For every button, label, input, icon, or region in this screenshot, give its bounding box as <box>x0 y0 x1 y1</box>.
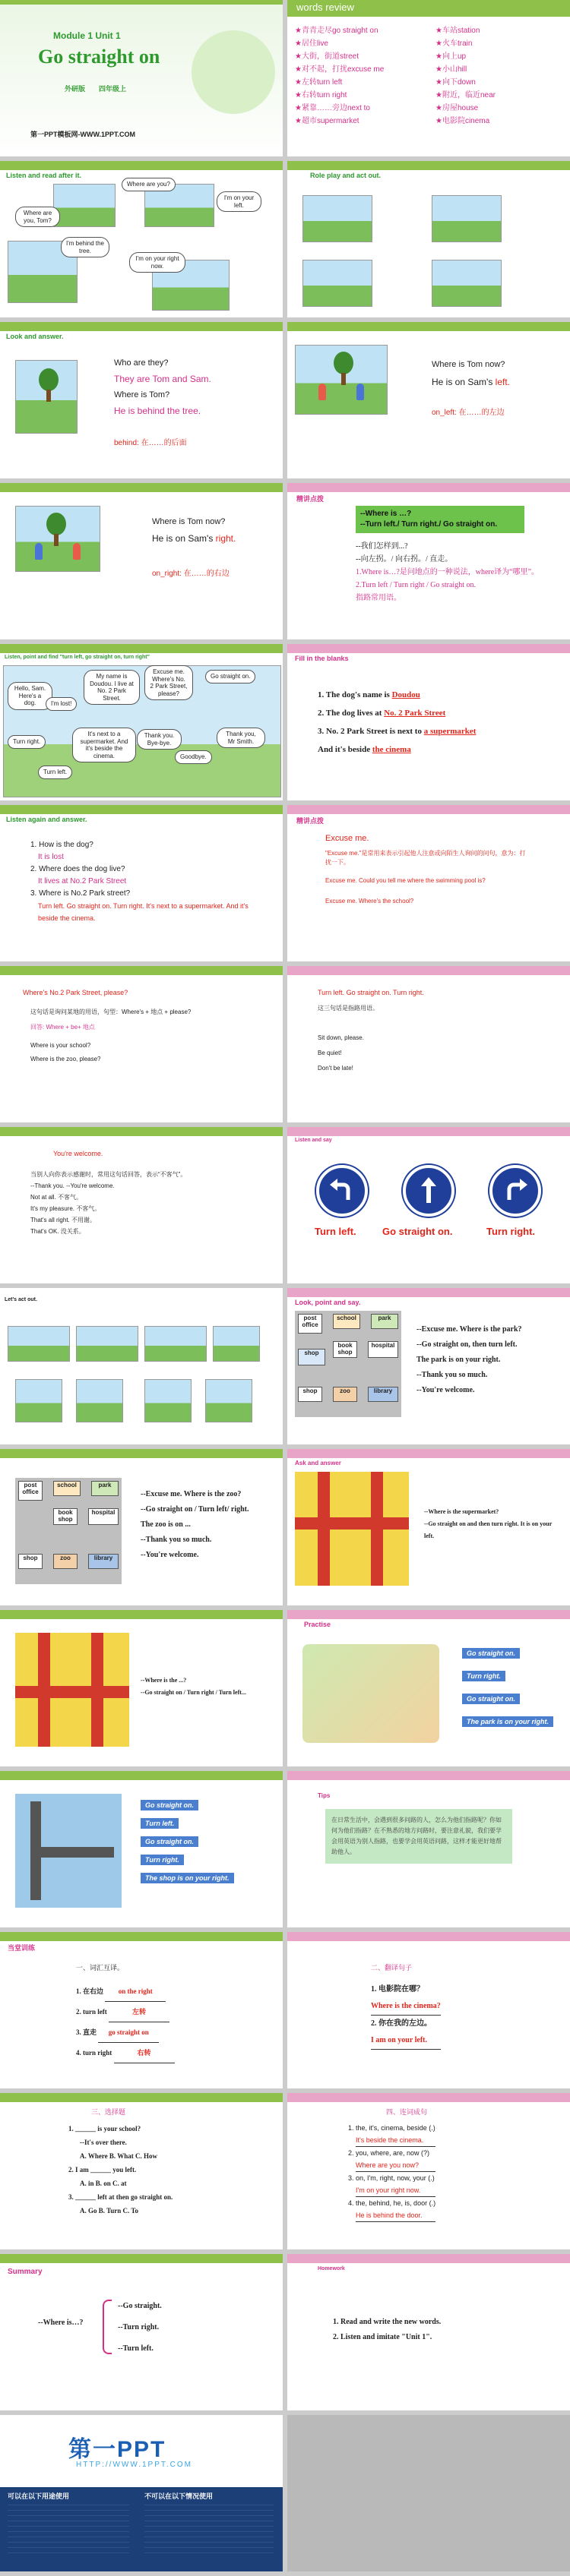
slide-comic-strip[interactable] <box>0 644 283 800</box>
slide-header: Listen and say <box>295 1138 332 1143</box>
answer: It lives at No.2 Park Street <box>38 877 127 886</box>
example-line: Where is your school? <box>30 1042 91 1049</box>
decor-circle <box>192 30 275 114</box>
speech-bubble: Thank you, Mr Smith. <box>217 728 265 748</box>
vocab-prompt: 4. turn right <box>76 2049 112 2057</box>
step-label: Turn left. <box>141 1818 179 1829</box>
word-item: ★紧靠……旁边next to <box>295 104 370 112</box>
dialogue-line: --You're welcome. <box>141 1551 199 1559</box>
scene-picture <box>432 260 502 307</box>
dialogue-line: --Excuse me. Where is the park? <box>416 1325 522 1334</box>
map-hospital[interactable]: hospital <box>88 1508 119 1525</box>
key-box <box>356 506 524 533</box>
speech-bubble: Turn left. <box>38 766 72 779</box>
map-shop[interactable]: shop <box>298 1387 322 1402</box>
map-park[interactable]: park <box>371 1314 398 1329</box>
dialogue-line: The zoo is on ... <box>141 1520 191 1529</box>
slide-header: Practise <box>304 1621 331 1628</box>
map-post-office[interactable]: post office <box>18 1481 43 1501</box>
slide-header: words review <box>296 2 354 13</box>
homework-item: 1. Read and write the new words. <box>333 2318 442 2326</box>
order-prompt: 1. the, it's, cinema, beside (.) <box>348 2124 435 2132</box>
scene-picture <box>144 1326 207 1362</box>
slide-road-signs[interactable] <box>287 1127 570 1283</box>
map-school[interactable]: school <box>333 1314 360 1329</box>
map-shop[interactable]: shop <box>18 1554 43 1569</box>
lesson-title: Go straight on <box>38 46 160 68</box>
slide-summary[interactable] <box>0 2254 283 2410</box>
slide-header: Role play and act out. <box>310 172 382 179</box>
map-library[interactable]: library <box>88 1554 119 1569</box>
dialogue-line: --Excuse me. Where is the zoo? <box>141 1490 242 1498</box>
summary-option: --Turn right. <box>118 2323 160 2331</box>
logo-text: 第一PPT <box>68 2437 166 2462</box>
word-item: ★对不起，打扰excuse me <box>295 65 385 74</box>
summary-brace-icon <box>103 2300 112 2354</box>
logo-url: HTTP://WWW.1PPT.COM <box>76 2461 192 2469</box>
go-straight-sign-icon <box>403 1165 454 1217</box>
scene-picture <box>15 506 100 572</box>
slide-exercise-choice[interactable] <box>0 2093 283 2249</box>
slide-credits[interactable] <box>0 2415 283 2571</box>
map-school[interactable]: school <box>53 1481 81 1496</box>
step-label: Turn right. <box>141 1855 184 1865</box>
slide-header: Summary <box>8 2268 43 2276</box>
dialogue-line: --You're welcome. <box>416 1386 475 1394</box>
speech-bubble: Hello, Sam. Here's a dog. <box>8 682 52 710</box>
scene-picture <box>15 1379 62 1422</box>
order-prompt: 2. you, where, are, now (?) <box>348 2149 430 2157</box>
answer-highlight: right. <box>215 533 236 544</box>
order-prompt: 4. the, behind, he, is, door (.) <box>348 2199 436 2207</box>
dialogue-line: --Go straight on, then turn left. <box>416 1340 518 1349</box>
dialogue-line: --Go straight on and then turn right. It is on your left. <box>424 1520 553 1539</box>
question: 1. How is the dog? <box>30 841 93 849</box>
usage-allowed-title: 可以在以下用途使用 <box>8 2492 70 2500</box>
slide-tom-left[interactable] <box>287 322 570 478</box>
question: Where is Tom? <box>114 390 170 399</box>
slide-header: Listen, point and find "turn left, go straight on, turn right" <box>5 655 150 660</box>
question: Where is Tom now? <box>152 517 226 526</box>
town-map <box>15 1478 122 1584</box>
step-label: Go straight on. <box>462 1694 520 1704</box>
slide-exercise-vocab[interactable] <box>0 1932 283 2088</box>
vocab-answer[interactable]: 右转 <box>114 2043 175 2063</box>
slide-header: 精讲点拨 <box>296 495 325 503</box>
slide-look-point-say[interactable] <box>287 1288 570 1444</box>
map-park[interactable]: park <box>91 1481 119 1496</box>
dialogue <box>141 1675 246 1699</box>
order-prompt: 3. on, I'm, right, now, your (.) <box>348 2174 435 2182</box>
choice-list <box>68 2122 173 2218</box>
word-item: ★向上up <box>435 52 467 61</box>
phrase-title: Turn left. Go straight on. Turn right. <box>318 989 424 996</box>
map-library[interactable]: library <box>368 1387 398 1402</box>
exercise-title: 三、选择题 <box>91 2108 126 2116</box>
choice-question: 1. ______ is your school? <box>68 2125 141 2132</box>
scene-picture <box>295 345 388 415</box>
vocab-prompt: 1. 在右边 <box>76 1987 104 1995</box>
vocab-list <box>76 1981 175 2063</box>
blank-prefix: 3. No. 2 Park Street is next to <box>318 727 424 736</box>
example-line: Where is the zoo, please? <box>30 1056 101 1062</box>
turn-right-sign-icon <box>489 1165 541 1217</box>
scene-picture <box>432 195 502 242</box>
slide-look-answer[interactable] <box>0 322 283 478</box>
slide-header: Tips <box>318 1792 331 1799</box>
town-map <box>295 1311 401 1417</box>
dialogue-line: The park is on your right. <box>416 1356 501 1364</box>
step-label: Turn right. <box>462 1671 505 1681</box>
vocab-prompt: 3. 直走 <box>76 2028 97 2036</box>
translate-answer[interactable]: I am on your left. <box>371 2032 441 2050</box>
scene-picture <box>53 184 116 227</box>
dialogue-line: --Where is the ...? <box>141 1677 187 1684</box>
scene-picture <box>302 195 372 242</box>
vocab-answer[interactable]: 左转 <box>109 2002 169 2022</box>
words-right <box>435 24 496 128</box>
example-line: Be quiet! <box>318 1050 342 1056</box>
slide-listen-read[interactable] <box>0 161 283 317</box>
footer-text: 第一PPT模板网-WWW.1PPT.COM <box>30 131 135 138</box>
slide-header: Listen and read after it. <box>6 172 82 179</box>
blank-line <box>318 740 476 759</box>
vocab-answer[interactable]: on the right <box>105 1981 166 2002</box>
word-item: ★火车train <box>435 39 473 48</box>
slide-header: Look and answer. <box>6 333 64 340</box>
word-item: ★小山hill <box>435 65 467 74</box>
speech-bubble: Go straight on. <box>205 670 255 683</box>
street-map <box>295 1472 409 1586</box>
speech-bubble: Where are you? <box>122 178 176 191</box>
answer <box>432 377 510 387</box>
speech-bubble: Where are you, Tom? <box>15 207 60 227</box>
choice-options[interactable]: A. Go B. Turn C. To <box>80 2207 139 2215</box>
step-label: Go straight on. <box>141 1836 198 1847</box>
dialogue <box>424 1506 561 1542</box>
blanks-list <box>318 686 476 759</box>
slide-exercise-translate[interactable] <box>287 1932 570 2088</box>
vocab-prompt: 2. turn left <box>76 2008 107 2016</box>
vocab-line <box>76 2043 175 2063</box>
town-picture <box>302 1644 439 1743</box>
scene-picture <box>76 1379 123 1422</box>
usage-forbidden-text-placeholder <box>144 2505 274 2558</box>
usage-allowed-text-placeholder <box>8 2505 129 2558</box>
step-label: The shop is on your right. <box>141 1873 234 1883</box>
dialogue-line: --Thank you so much. <box>416 1371 488 1379</box>
summary-option: --Turn left. <box>118 2344 154 2353</box>
slide-header: Look, point and say. <box>295 1299 361 1306</box>
word-item: ★附近，临近near <box>435 91 496 99</box>
order-list <box>348 2122 435 2222</box>
blank-answer[interactable]: No. 2 Park Street <box>384 709 446 718</box>
translate-prompt: 1. 电影院在哪？ <box>371 1985 424 1994</box>
blank-line <box>318 722 476 740</box>
scene-picture <box>76 1326 138 1362</box>
publisher: 外研版 <box>65 85 86 93</box>
order-answer[interactable]: Where are you now? <box>356 2159 435 2172</box>
exercise-title: 一、词汇互译。 <box>76 1964 125 1971</box>
slide-role-play[interactable] <box>287 161 570 317</box>
map-post-office[interactable]: post office <box>298 1314 322 1334</box>
slide-title[interactable] <box>0 0 283 156</box>
word-item: ★右转turn right <box>295 91 347 99</box>
translate-answer[interactable]: Where is the cinema? <box>371 1998 441 2016</box>
vocab-line <box>76 2002 175 2022</box>
slide-ask-answer[interactable] <box>287 1449 570 1605</box>
empty-slot <box>287 2415 570 2571</box>
map-shop[interactable]: shop <box>298 1349 325 1365</box>
answer: They are Tom and Sam. <box>114 374 211 384</box>
example-line: Excuse me. Where's the school? <box>325 898 414 904</box>
slide-header: Fill in the blanks <box>295 655 349 662</box>
slide-exercise-order[interactable] <box>287 2093 570 2249</box>
scene-picture <box>213 1326 260 1362</box>
word-item: ★房屋house <box>435 104 479 112</box>
dialogue-line: --Go straight on / Turn left/ right. <box>141 1505 249 1514</box>
answer: Turn left. Go straight on. Turn right. It's next to a supermarket. And it's beside the cinema. <box>38 902 249 922</box>
step-label: Go straight on. <box>141 1800 198 1810</box>
word-item: ★居住live <box>295 39 328 48</box>
note-line: 指路常用语。 <box>356 594 401 602</box>
slide-act-out[interactable] <box>0 1288 283 1444</box>
blank-prefix: And it's beside <box>318 745 372 754</box>
question: Who are they? <box>114 358 169 368</box>
choice-question: --It's over there. <box>80 2139 127 2146</box>
slide-header: Let's act out. <box>5 1297 37 1302</box>
slide-homework[interactable] <box>287 2254 570 2410</box>
grade: 四年级上 <box>99 85 127 93</box>
blank-line <box>318 686 476 704</box>
speech-bubble: I'm on your right now. <box>129 252 185 273</box>
scene-picture <box>205 1379 252 1422</box>
sign-label: Turn left. <box>315 1226 356 1237</box>
answer: He is behind the tree. <box>114 406 201 416</box>
slide-header: Listen again and answer. <box>6 816 87 823</box>
scene-picture <box>144 1379 192 1422</box>
grammar-note: on_right: 在……的右边 <box>152 570 230 578</box>
summary-options <box>118 2296 162 2360</box>
question: Where is Tom now? <box>432 360 505 369</box>
tips-box: 在日常生活中，会遇到很多问路的人，怎么为他们指路呢？你如何为他们指路？在不熟悉的地方问路时，要注意礼貌，我们要学会用英语为别人指路，也要学会用英语问路，这样才能更好地帮助他人。 <box>325 1809 512 1864</box>
summary-option: --Go straight. <box>118 2302 162 2310</box>
summary-question: --Where is…? <box>38 2319 84 2327</box>
step-label: The park is on your right. <box>462 1716 553 1727</box>
speech-bubble: Excuse me. Where's No. 2 Park Street, please? <box>144 665 193 700</box>
example-line: Don't be late! <box>318 1065 353 1072</box>
word-item: ★向下down <box>435 78 476 87</box>
choice-question: 3. ______ left at then go straight on. <box>68 2193 173 2201</box>
key-line: --Turn left./ Turn right./ Go straight on. <box>360 520 498 529</box>
answer-highlight: left. <box>495 377 510 387</box>
vocab-line <box>76 1981 175 2002</box>
grammar-note: on_left: 在……的左边 <box>432 409 505 417</box>
map-book-shop[interactable]: book shop <box>333 1341 357 1358</box>
note-line: --Thank you. --You're welcome. <box>30 1182 115 1189</box>
order-answer[interactable]: It's beside the cinema. <box>356 2134 435 2147</box>
phrase-note: 这三句话是指路用语。 <box>318 1005 378 1012</box>
answer: It is lost <box>38 853 64 861</box>
slide-route-steps[interactable] <box>0 1771 283 1927</box>
note-line: 当别人向你表示感谢时，常用这句话回答，表示“不客气”。 <box>30 1171 187 1178</box>
phrase-note: 回答: Where + be+ 地点 <box>30 1024 95 1031</box>
answer-text: He is on Sam's <box>152 533 216 544</box>
homework-list <box>333 2315 441 2345</box>
key-notes <box>356 540 539 605</box>
choice-options[interactable]: A. in B. on C. at <box>80 2180 127 2187</box>
street-map <box>15 1633 129 1747</box>
order-answer[interactable]: I'm on your right now. <box>356 2184 435 2197</box>
map-zoo[interactable]: zoo <box>333 1387 357 1402</box>
blank-line <box>318 704 476 722</box>
word-item: ★青青走尽go straight on <box>295 27 378 35</box>
sign-label: Turn right. <box>486 1226 536 1237</box>
blank-answer[interactable]: Doudou <box>391 690 420 699</box>
slide-fill-blanks[interactable] <box>287 644 570 800</box>
word-item: ★左转turn left <box>295 78 343 87</box>
phrase-title: You're welcome. <box>53 1150 103 1157</box>
phrase-title: Where's No.2 Park Street, please? <box>23 989 128 996</box>
phrase-note: 这句话是询问某地的用语，句型：Where's + 地点 + please? <box>30 1009 192 1015</box>
slide-tips[interactable] <box>287 1771 570 1927</box>
step-label: Go straight on. <box>462 1648 520 1659</box>
exercise-title: 四、连词成句 <box>386 2108 428 2116</box>
slide-map-dialogue[interactable] <box>0 1449 283 1605</box>
homework-item: 2. Listen and imitate "Unit 1". <box>333 2333 432 2341</box>
note-line: 1.Where is…?是问地点的一种说法，where译为“哪里”。 <box>356 568 540 576</box>
blank-answer[interactable]: a supermarket <box>423 727 477 736</box>
dialogue-line: --Go straight on / Turn right / Turn left... <box>141 1689 246 1696</box>
map-book-shop[interactable]: book shop <box>53 1508 78 1525</box>
note-line: It's my pleasure. 不客气。 <box>30 1205 101 1212</box>
speech-bubble: It's next to a supermarket. And it's beside the cinema. <box>72 728 136 762</box>
translate-list <box>371 1981 441 2050</box>
vocab-answer[interactable]: go straight on <box>98 2022 159 2043</box>
qa-list <box>30 839 258 924</box>
slide-excuse-me[interactable] <box>287 805 570 961</box>
example-line: Sit down, please. <box>318 1034 364 1041</box>
example-line: Excuse me. Could you tell me where the swimming pool is? <box>325 877 486 884</box>
sign-label: Go straight on. <box>382 1226 453 1237</box>
grammar-note: behind: 在……的后面 <box>114 439 187 447</box>
dialogue <box>141 1487 249 1563</box>
note-line: --向左拐。/ 向右拐。/ 直走。 <box>356 555 453 564</box>
word-item: ★车站station <box>435 27 480 35</box>
map-hospital[interactable]: hospital <box>368 1341 398 1358</box>
blank-answer[interactable]: the cinema <box>372 745 411 754</box>
speech-bubble: I'm lost! <box>46 697 77 711</box>
slide-practise[interactable] <box>287 1610 570 1766</box>
exercise-title: 二、翻译句子 <box>371 1964 413 1971</box>
note-line: 2.Turn left / Turn right / Go straight on. <box>356 581 476 589</box>
slide-header: Homework <box>318 2266 345 2271</box>
slide-header: 精讲点拨 <box>296 817 325 825</box>
slide-street-practice[interactable] <box>0 1610 283 1766</box>
answer-text: He is on Sam's <box>432 377 496 387</box>
word-item: ★超市supermarket <box>295 117 359 125</box>
slide-directions-phrases[interactable] <box>287 966 570 1122</box>
slide-words-review[interactable] <box>287 0 570 156</box>
slide-tom-right[interactable] <box>0 483 283 639</box>
words-left <box>295 24 384 128</box>
phrase-title: Excuse me. <box>325 834 369 843</box>
vocab-line <box>76 2022 175 2043</box>
phrase-note: "Excuse me."是常用来表示引起他人注意或向陌生人询问的问句，意为：打扰一下。 <box>325 850 526 866</box>
scene-picture <box>15 360 78 434</box>
route-picture <box>15 1794 122 1908</box>
slide-key-points[interactable] <box>287 483 570 639</box>
order-answer[interactable]: He is behind the door. <box>356 2209 435 2222</box>
speech-bubble: My name is Doudou. I live at No. 2 Park Street. <box>84 670 140 705</box>
slide-where-park-street[interactable] <box>0 966 283 1122</box>
slide-listen-again[interactable] <box>0 805 283 961</box>
note-line: That's all right. 不用谢。 <box>30 1217 96 1223</box>
question: 3. Where is No.2 Park street? <box>30 889 131 898</box>
word-item: ★大街，街道street <box>295 52 359 61</box>
speech-bubble: Goodbye. <box>175 750 212 764</box>
turn-left-sign-icon <box>316 1165 368 1217</box>
note-line: --我们怎样到...? <box>356 542 408 551</box>
note-line: Not at all. 不客气。 <box>30 1194 83 1201</box>
key-line: --Where is …? <box>360 510 412 518</box>
blank-prefix: 1. The dog's name is <box>318 690 392 699</box>
speech-bubble: Turn right. <box>8 735 46 749</box>
slide-header: Ask and answer <box>295 1460 341 1466</box>
module-label: Module 1 Unit 1 <box>53 30 121 41</box>
note-line: That's OK. 没关系。 <box>30 1228 85 1235</box>
slide-youre-welcome[interactable] <box>0 1127 283 1283</box>
blank-prefix: 2. The dog lives at <box>318 709 385 718</box>
welcome-notes <box>30 1169 186 1237</box>
speech-bubble: Thank you. Bye-bye. <box>137 729 182 750</box>
dialogue <box>416 1322 522 1398</box>
dialogue-line: --Thank you so much. <box>141 1536 212 1544</box>
choice-question: 2. I am ______ you left. <box>68 2166 137 2174</box>
scene-picture <box>302 260 372 307</box>
scene-picture <box>8 1326 70 1362</box>
dialogue-line: --Where is the supermarket? <box>424 1508 499 1515</box>
speech-bubble: I'm on your left. <box>217 191 261 212</box>
question: 2. Where does the dog live? <box>30 865 125 873</box>
usage-forbidden-title: 不可以在以下情况使用 <box>144 2492 214 2500</box>
word-item: ★电影院cinema <box>435 117 490 125</box>
translate-prompt: 2. 你在我的左边。 <box>371 2019 432 2028</box>
slide-header: 当堂训练 <box>8 1944 36 1952</box>
map-zoo[interactable]: zoo <box>53 1554 78 1569</box>
speech-bubble: I'm behind the tree. <box>61 237 109 257</box>
answer <box>152 533 236 544</box>
choice-options[interactable]: A. Where B. What C. How <box>80 2152 158 2160</box>
